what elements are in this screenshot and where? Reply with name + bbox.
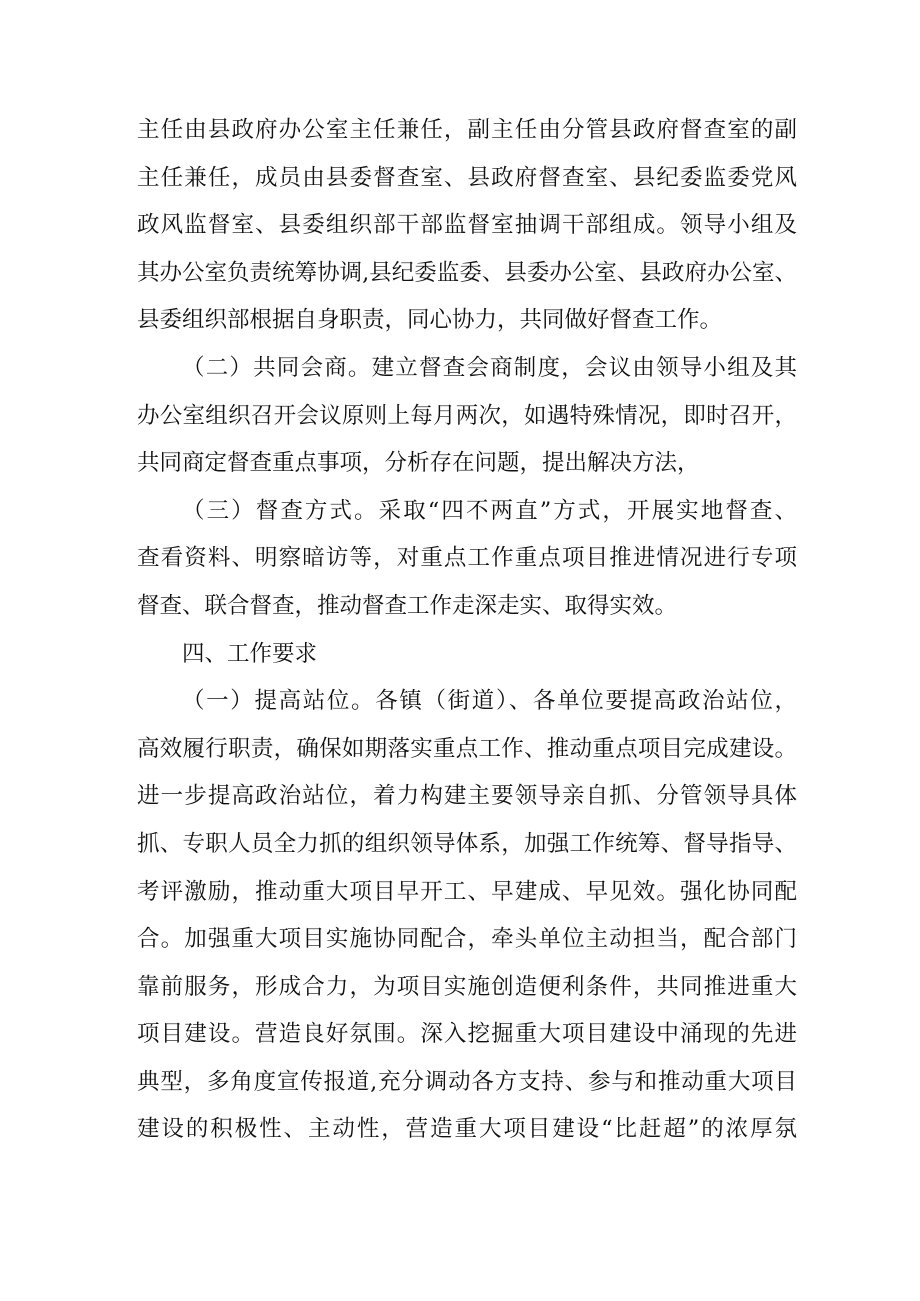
text-line: 高效履行职责，确保如期落实重点工作、推动重点项目完成建设。 [137,735,797,762]
text-line: 查看资料、明察暗访等，对重点工作重点项目推进情况进行专项 [137,545,797,572]
text-line: 共同商定督查重点事项，分析存在问题，提出解决方法， [137,450,700,477]
text-line: 主任由县政府办公室主任兼任，副主任由分管县政府督查室的副 [137,117,797,143]
text-line: 靠前服务，形成合力，为项目实施创造便利条件，共同推进重大 [137,973,797,1000]
body-text [137,107,797,1154]
text-line: 县委组织部根据自身职责，同心协力，共同做好督查工作。 [137,307,723,334]
text-line: 主任兼任，成员由县委督查室、县政府督查室、县纪委监委党风 [137,164,797,191]
text-line: 办公室组织召开会议原则上每月两次，如遇特殊情况，即时召开， [137,402,797,429]
paragraph-heading-line: （三）督查方式。采取“四不两直”方式，开展实地督查、 [182,497,797,524]
text-line: 抓、专职人员全力抓的组织领导体系，加强工作统筹、督导指导、 [137,830,797,857]
text-line: 进一步提高政治站位，着力构建主要领导亲自抓、分管领导具体 [137,783,797,810]
text-line: 建设的积极性、主动性，营造重大项目建设“比赶超”的浓厚氛 [137,1116,797,1143]
text-line: 项目建设。营造良好氛围。深入挖掘重大项目建设中涌现的先进 [137,1021,797,1048]
text-line: 合。加强重大项目实施协同配合，牵头单位主动担当，配合部门 [137,926,797,953]
text-line: 考评激励，推动重大项目早开工、早建成、早见效。强化协同配 [137,878,797,905]
section-heading: 四、工作要求 [182,640,318,667]
text-line: 督查、联合督查，推动督查工作走深走实、取得实效。 [137,592,678,619]
text-line: 政风监督室、县委组织部干部监督室抽调干部组成。领导小组及 [137,212,797,239]
text-line: 其办公室负责统筹协调,县纪委监委、县委办公室、县政府办公室、 [137,259,797,286]
paragraph-heading-line: （一）提高站位。各镇（街道）、各单位要提高政治站位， [182,688,797,715]
text-line: 典型，多角度宣传报道,充分调动各方支持、参与和推动重大项目 [137,1068,797,1095]
paragraph-heading-line: （二）共同会商。建立督查会商制度，会议由领导小组及其 [182,354,797,381]
